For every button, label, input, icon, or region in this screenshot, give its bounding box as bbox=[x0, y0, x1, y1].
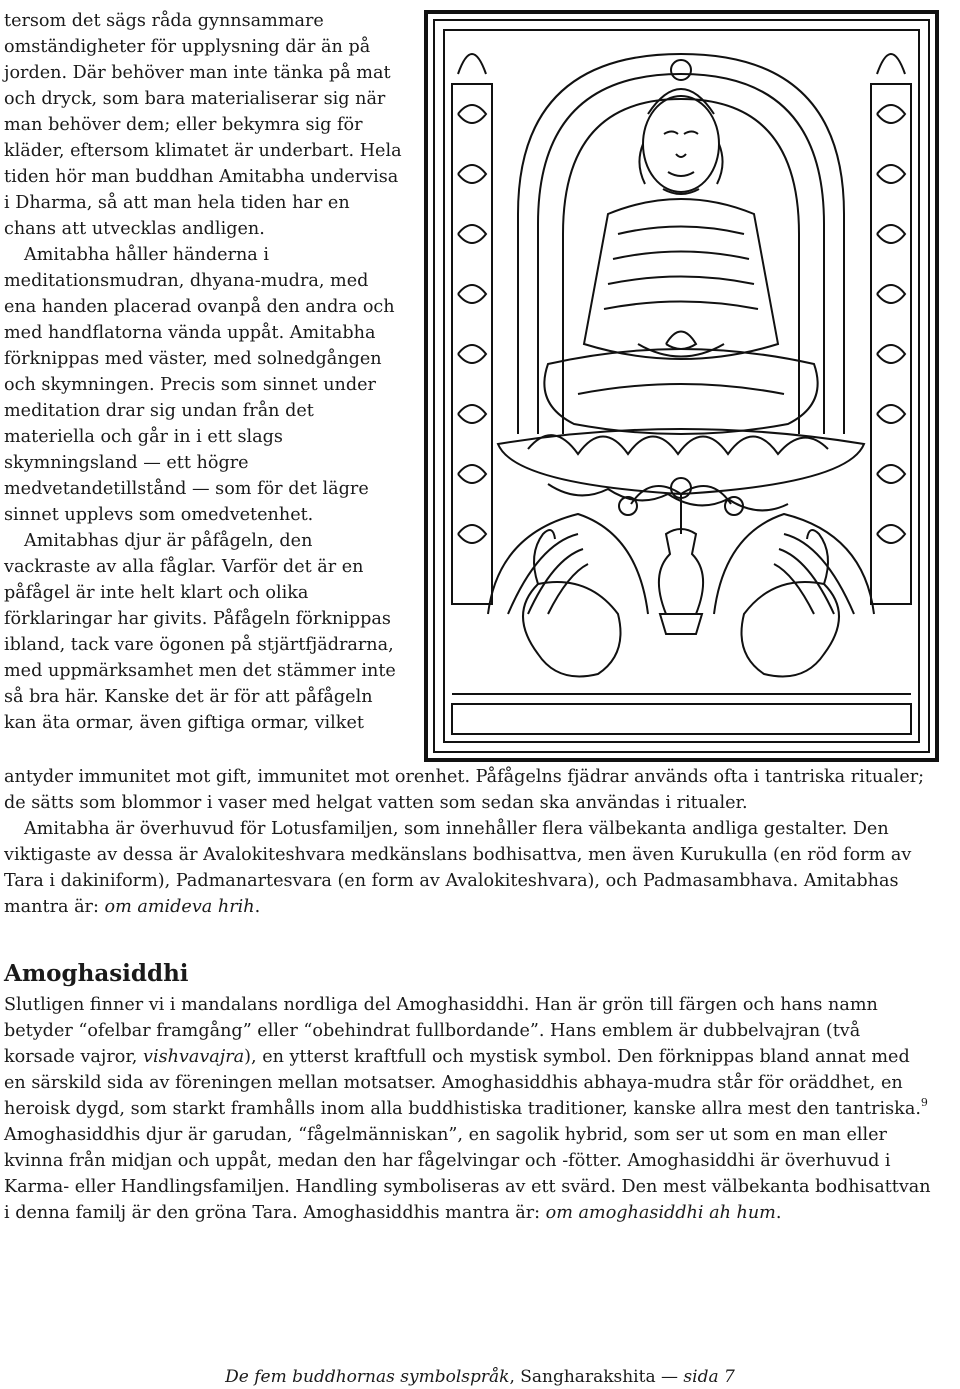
mantra-text: om amideva hrih bbox=[104, 897, 255, 917]
amitabha-drawing bbox=[428, 14, 935, 758]
punctuation: . bbox=[775, 1203, 782, 1223]
page-number: sida 7 bbox=[683, 1367, 735, 1387]
book-title: De fem buddhornas symbolspråk bbox=[225, 1367, 510, 1387]
separator: — bbox=[655, 1367, 684, 1387]
page-footer bbox=[0, 1366, 960, 1388]
paragraph-text: Amitabha är överhuvud för Lotusfamiljen, som innehåller flera välbekanta andliga gestalter. Den viktigaste av dessa är Avalokiteshvara medkänslans bodhisattva, men även Kurukulla (en röd form av Tara i dakiniform), Padmanartesvara (en form av Avalokiteshvara), och Padmasambhava. Amitabhas mantra är: bbox=[4, 819, 912, 917]
author: , Sangharakshita bbox=[509, 1367, 656, 1387]
punctuation: . bbox=[254, 897, 261, 917]
section-heading: Amoghasiddhi bbox=[4, 960, 189, 987]
continuation-text bbox=[4, 764, 934, 920]
paragraph: Amitabhas djur är påfågeln, den vackraste av alla fåglar. Varför det är en påfågel är inte helt klart och olika förklaringar har givits. Påfågeln förknippas ibland, tack vare ögonen på stjärtfjädrarna, med uppmärksamhet men det stämmer inte så bra här. Kanske det är för att påfågeln kan äta ormar, även giftiga ormar, vilket bbox=[4, 531, 396, 733]
paragraph-text: Amoghasiddhis djur är garudan, “fågelmänniskan”, en sagolik hybrid, som ser ut som en man eller kvinna från midjan och uppåt, medan den har fågelvingar och -fötter. Amoghasiddhi är överhuvud i Karma- eller Handlingsfamiljen. Handling symboliseras av ett svärd. Den mest välbekanta bodhisattvan i denna familj är den gröna Tara. Amoghasiddhis mantra är: bbox=[4, 1125, 931, 1223]
paragraph bbox=[4, 816, 934, 920]
mantra-text: om amoghasiddhi ah hum bbox=[545, 1203, 776, 1223]
paragraph: tersom det sägs råda gynnsammare omständigheter för upplysning där än på jorden. Där behöver man inte tänka på mat och dryck, som bara materialiserar sig när man behöver dem; eller bekymra sig för kläder, eftersom klimatet är underbart. Hela tiden hör man buddhan Amitabha undervisa i Dharma, så att man hela tiden har en chans att utvecklas andligen. bbox=[4, 11, 402, 239]
vajra-term: vishvavajra bbox=[143, 1047, 245, 1067]
amoghasiddhi-section bbox=[4, 960, 934, 1226]
buddha-illustration bbox=[424, 10, 939, 762]
paragraph: Amitabha håller händerna i meditationsmudran, dhyana-mudra, med ena handen placerad ovanpå den andra och med handflatorna vända uppåt. Amitabha förknippas med väster, med solnedgången och skymningen. Precis som sinnet under meditation drar sig undan från det materiella och går in i ett slags skymningsland — ett högre medvetandetillstånd — som för det lägre sinnet upplevs som omedvetenhet. bbox=[4, 245, 395, 525]
footnote-ref[interactable]: 9 bbox=[920, 1096, 928, 1109]
paragraph-text: ), en ytterst kraftfull och mystisk symbol. Den förknippas bland annat med en särskild sida av föreningen mellan motsatser. Amoghasiddhis abhaya-mudra står för oräddhet, en heroisk dygd, som starkt framhålls inom alla buddhistiska traditioner, kanske allra mest den tantriska. bbox=[4, 1047, 921, 1119]
text-column bbox=[4, 8, 404, 736]
paragraph bbox=[4, 992, 934, 1226]
paragraph-text: Slutligen finner vi i mandalans nordliga del Amoghasiddhi. Han är grön till färgen och hans namn betyder “ofelbar framgång” eller “obehindrat fullbordande”. Hans emblem är dubbelvajran (två korsade vajror, bbox=[4, 995, 878, 1067]
paragraph: antyder immunitet mot gift, immunitet mot orenhet. Påfågelns fjädrar används ofta i tantriska ritualer; de sätts som blommor i vaser med helgat vatten som sedan ska användas i ritualer. bbox=[4, 767, 925, 813]
